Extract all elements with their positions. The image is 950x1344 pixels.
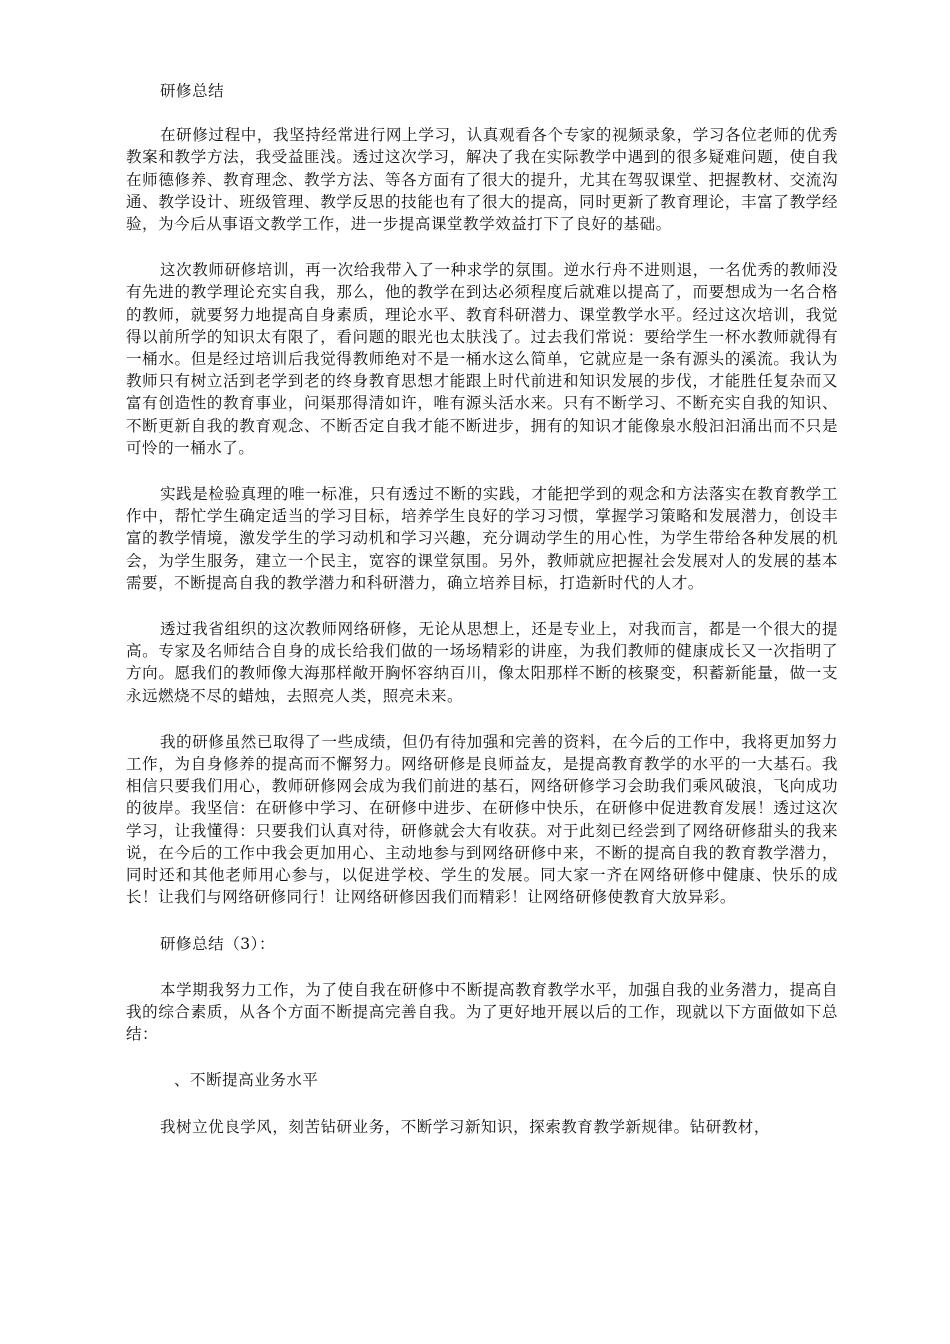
paragraph-4: 透过我省组织的这次教师网络研修，无论从思想上，还是专业上，对我而言，都是一个很大的提高。专家及名师结合自身的成长给我们做的一场场精彩的讲座，为我们教师的健康成长又一次指明了方向。愿我们的教师像大海那样敞开胸怀容纳百川，像太阳那样不断的核聚变，积蓄新能量，做一支永远燃烧不尽的蜡烛，去照亮人类，照亮未来。 [126, 620, 838, 705]
last-line: 我树立优良学风，刻苦钻研业务，不断学习新知识，探索教育教学新规律。钻研教材， [160, 1117, 770, 1136]
section-3-intro: 本学期我努力工作，为了使自我在研修中不断提高教育教学水平，加强自我的业务潜力，提高自我的综合素质，从各个方面不断提高完善自我。为了更好地开展以后的工作，现就以下方面做如下总结： [126, 980, 838, 1044]
document-title: 研修总结 [160, 82, 225, 100]
paragraph-2: 这次教师研修培训，再一次给我带入了一种求学的氛围。逆水行舟不进则退，一名优秀的教师没有先进的教学理论充实自我，那么，他的教学在到达必须程度后就难以提高了，而要想成为一名合格的教师，就要努力地提高自身素质，理论水平、教育科研潜力、课堂教学水平。经过这次培训，我觉得以前所学的知识太有限了，看问题的眼光也太肤浅了。过去我们常说：要给学生一杯水教师就得有一桶水。但是经过培训后我觉得教师绝对不是一桶水这么简单，它就应是一条有源头的溪流。我认为教师只有树立活到老学到老的终身教育思想才能跟上时代前进和知识发展的步伐，才能胜任复杂而又富有创造性的教育事业，问渠那得清如许，唯有源头活水来。只有不断学习、不断充实自我的知识、不断更新自我的教育观念、不断否定自我才能不断进步，拥有的知识才能像泉水般汩汩涌出而不只是可怜的一桶水了。 [126, 261, 838, 457]
paragraph-1: 在研修过程中，我坚持经常进行网上学习，认真观看各个专家的视频录象，学习各位老师的优秀教案和教学方法，我受益匪浅。透过这次学习，解决了我在实际教学中遇到的很多疑难问题，使自我在师德修养、教育理念、教学方法、等各方面有了很大的提升，尤其在驾驭课堂、把握教材、交流沟通、教学设计、班级管理、教学反思的技能也有了很大的提高，同时更新了教育理论，丰富了教学经验，为今后从事语文教学工作，进一步提高课堂教学效益打下了良好的基础。 [126, 126, 838, 234]
section-subheading: 、不断提高业务水平 [174, 1071, 319, 1090]
document-body [126, 80, 838, 1138]
section-3-title: 研修总结（3）： [160, 934, 276, 953]
paragraph-5: 我的研修虽然已取得了一些成绩，但仍有待加强和完善的资料，在今后的工作中，我将更加努力工作，为自身修养的提高而不懈努力。网络研修是良师益友，是提高教育教学的水平的一大基石。我相信只要我们用心，教师研修网会成为我们前进的基石，网络研修学习会助我们乘风破浪，飞向成功的彼岸。我坚信：在研修中学习、在研修中进步、在研修中快乐，在研修中促进教育发展！透过这次学习，让我懂得：只要我们认真对待，研修就会大有收获。对于此刻已经尝到了网络研修甜头的我来说，在今后的工作中我会更加用心、主动地参与到网络研修中来，不断的提高自我的教育教学潜力，同时还和其他老师用心参与，以促进学校、学生的发展。同大家一齐在网络研修中健康、快乐的成长！让我们与网络研修同行！让网络研修因我们而精彩！让网络研修使教育大放异彩。 [126, 732, 838, 907]
paragraph-3: 实践是检验真理的唯一标准，只有透过不断的实践，才能把学到的观念和方法落实在教育教学工作中，帮忙学生确定适当的学习目标，培养学生良好的学习习惯，掌握学习策略和发展潜力，创设丰富的教学情境，激发学生的学习动机和学习兴趣，充分调动学生的用心性，为学生带给各种发展的机会，为学生服务，建立一个民主，宽容的课堂氛围。另外，教师就应把握社会发展对人的发展的基本需要，不断提高自我的教学潜力和科研潜力，确立培养目标，打造新时代的人才。 [126, 485, 838, 592]
